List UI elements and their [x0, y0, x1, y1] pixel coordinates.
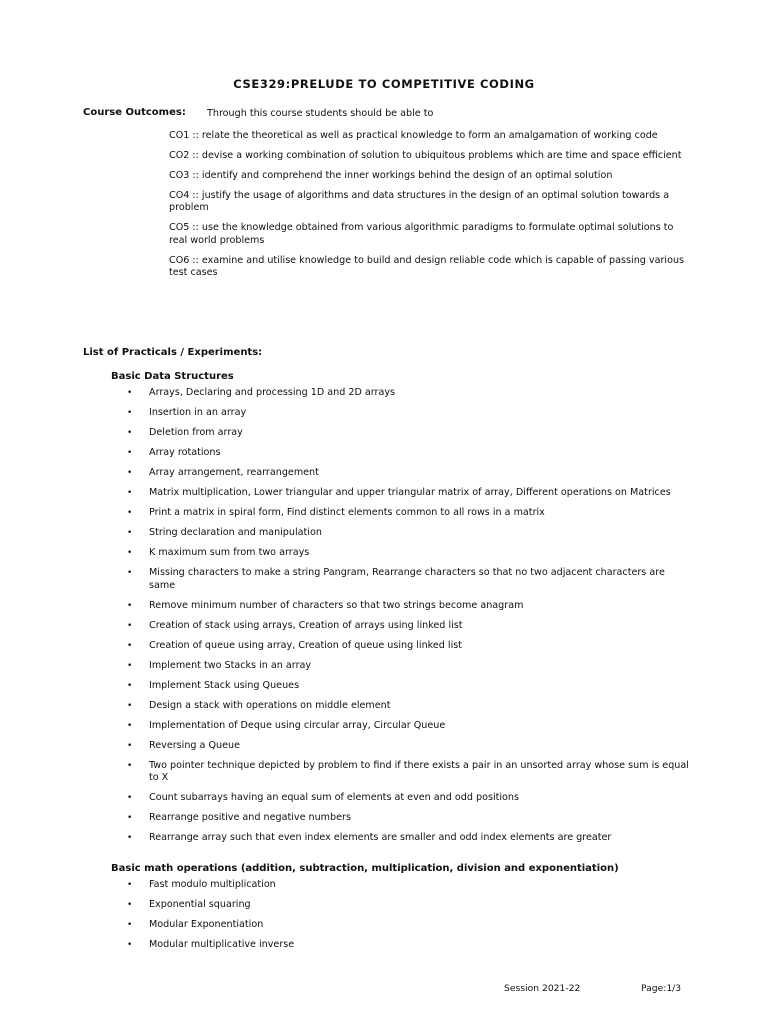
- bullet-icon: •: [127, 833, 133, 843]
- list-item-text: Fast modulo multiplication: [149, 879, 276, 890]
- bullet-icon: •: [127, 760, 133, 771]
- list-item: [111, 387, 691, 400]
- footer-page-number: Page:1/3: [641, 983, 682, 994]
- list-item: [111, 640, 691, 653]
- course-outcome-item: CO2 :: devise a working combination of solution to ubiquitous problems which are time and space efficient: [169, 149, 682, 161]
- list-item-text: Array arrangement, rearrangement: [149, 467, 319, 478]
- section-heading-basic-math-operations: Basic math operations (addition, subtraction, multiplication, division and exponentiation): [111, 863, 619, 874]
- list-item-text: Deletion from array: [149, 427, 243, 438]
- list-item-text: Implementation of Deque using circular array, Circular Queue: [149, 719, 446, 731]
- list-item-text: Implement two Stacks in an array: [149, 659, 312, 671]
- list-item-text: Modular Exponentiation: [149, 919, 264, 930]
- practicals-list-math-operations: [111, 879, 691, 959]
- list-item-text: Print a matrix in spiral form, Find distinct elements common to all rows in a matrix: [149, 507, 545, 518]
- bullet-icon: •: [127, 548, 133, 558]
- bullet-icon: •: [127, 488, 133, 498]
- bullet-icon: •: [127, 880, 133, 890]
- list-item: [111, 879, 691, 892]
- list-item: [111, 899, 691, 912]
- list-item: [111, 427, 691, 440]
- bullet-icon: •: [127, 428, 133, 438]
- list-item: [111, 600, 691, 613]
- list-item-text: K maximum sum from two arrays: [149, 547, 310, 558]
- bullet-icon: •: [127, 740, 133, 751]
- list-item: [111, 720, 691, 733]
- list-item: [111, 407, 691, 420]
- course-outcome-item: CO6 :: examine and utilise knowledge to build and design reliable code which is capable of passing various test cases: [169, 254, 685, 278]
- bullet-icon: •: [127, 528, 133, 538]
- bullet-icon: •: [127, 920, 133, 930]
- course-outcome-item: CO1 :: relate the theoretical as well as practical knowledge to form an amalgamation of working code: [169, 130, 658, 141]
- bullet-icon: •: [127, 660, 133, 671]
- practicals-list-data-structures: [111, 387, 691, 852]
- list-item-text: Implement Stack using Queues: [149, 679, 300, 691]
- list-item: [111, 620, 691, 633]
- list-item: [111, 680, 691, 693]
- list-item-text: Reversing a Queue: [149, 739, 240, 751]
- list-item: [111, 812, 691, 825]
- list-item-text: Arrays, Declaring and processing 1D and 2D arrays: [149, 387, 396, 398]
- list-item-text: Insertion in an array: [149, 407, 247, 418]
- bullet-icon: •: [127, 813, 133, 823]
- list-item-text: Array rotations: [149, 447, 221, 458]
- list-item: [111, 700, 691, 713]
- list-item: [111, 547, 691, 560]
- list-item: [111, 467, 691, 480]
- list-item: [111, 507, 691, 520]
- bullet-icon: •: [127, 508, 133, 518]
- bullet-icon: •: [127, 568, 133, 578]
- course-outcome-item: CO3 :: identify and comprehend the inner workings behind the design of an optimal solution: [169, 169, 613, 181]
- list-item: [111, 487, 691, 500]
- bullet-icon: •: [127, 900, 133, 910]
- bullet-icon: •: [127, 720, 133, 731]
- bullet-icon: •: [127, 640, 133, 651]
- list-item-text: String declaration and manipulation: [149, 527, 322, 538]
- bullet-icon: •: [127, 620, 133, 631]
- list-item-text: Creation of stack using arrays, Creation of arrays using linked list: [149, 619, 463, 631]
- list-item-text: Missing characters to make a string Pangram, Rearrange characters so that no two adjacent characters are same: [149, 567, 665, 591]
- list-item: [111, 832, 691, 845]
- bullet-icon: •: [127, 468, 133, 478]
- section-heading-basic-data-structures: Basic Data Structures: [111, 371, 234, 382]
- bullet-icon: •: [127, 388, 133, 398]
- list-item-text: Matrix multiplication, Lower triangular and upper triangular matrix of array, Different operations on Matrices: [149, 487, 671, 498]
- list-item: [111, 567, 691, 592]
- list-item-text: Exponential squaring: [149, 899, 251, 910]
- course-outcomes-intro: Through this course students should be able to: [207, 108, 434, 119]
- list-item-text: Two pointer technique depicted by problem to find if there exists a pair in an unsorted array whose sum is equal to X: [149, 759, 689, 783]
- bullet-icon: •: [127, 700, 133, 711]
- bullet-icon: •: [127, 448, 133, 458]
- course-outcome-item: CO4 :: justify the usage of algorithms and data structures in the design of an optimal solution towards a problem: [169, 189, 670, 214]
- list-item-text: Modular multiplicative inverse: [149, 939, 295, 950]
- bullet-icon: •: [127, 408, 133, 418]
- course-outcome-item: CO5 :: use the knowledge obtained from various algorithmic paradigms to formulate optimal solutions to real world problems: [169, 222, 674, 246]
- list-item: [111, 760, 691, 785]
- footer-session: Session 2021-22: [504, 983, 581, 994]
- list-item: [111, 740, 691, 753]
- bullet-icon: •: [127, 680, 133, 691]
- list-item-text: Rearrange array such that even index elements are smaller and odd index elements are greater: [149, 832, 612, 843]
- list-item: [111, 660, 691, 673]
- list-item-text: Creation of queue using array, Creation of queue using linked list: [149, 639, 463, 651]
- list-item: [111, 919, 691, 932]
- list-item: [111, 939, 691, 952]
- list-item: [111, 792, 691, 805]
- bullet-icon: •: [127, 600, 133, 611]
- list-item-text: Rearrange positive and negative numbers: [149, 812, 351, 823]
- list-item-text: Count subarrays having an equal sum of elements at even and odd positions: [149, 792, 519, 803]
- course-outcomes-heading: Course Outcomes:: [83, 107, 186, 118]
- bullet-icon: •: [127, 793, 133, 803]
- practicals-heading: List of Practicals / Experiments:: [83, 347, 263, 358]
- list-item-text: Design a stack with operations on middle element: [149, 699, 391, 711]
- list-item-text: Remove minimum number of characters so that two strings become anagram: [149, 599, 524, 611]
- page-title: CSE329:PRELUDE TO COMPETITIVE CODING: [233, 77, 535, 91]
- course-outcomes-list: [169, 130, 689, 287]
- list-item: [111, 527, 691, 540]
- list-item: [111, 447, 691, 460]
- bullet-icon: •: [127, 940, 133, 950]
